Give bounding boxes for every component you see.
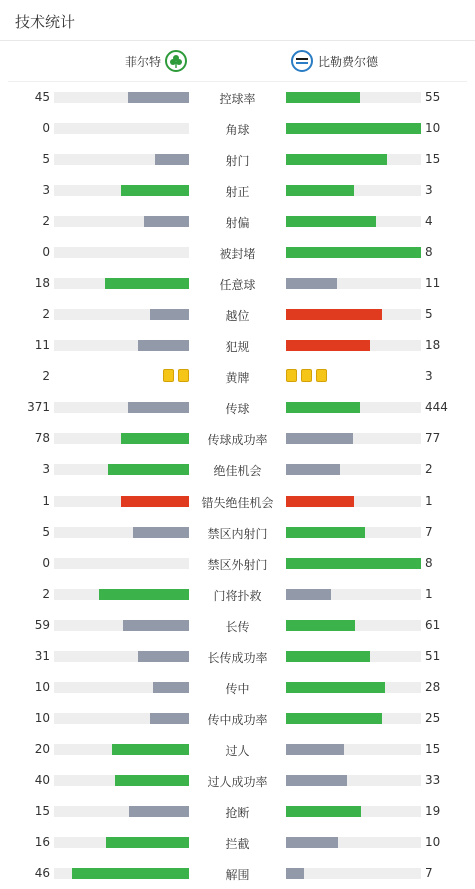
away-stat-bar-fill	[286, 278, 337, 289]
away-stat-bar-fill	[286, 682, 385, 693]
away-stat-value: 7	[425, 866, 433, 880]
stat-row	[0, 765, 475, 796]
stat-row	[0, 827, 475, 858]
away-stat-bar-fill	[286, 433, 353, 444]
home-stat-value: 20	[34, 741, 50, 756]
stat-label: 射正	[225, 185, 250, 200]
home-stat-bar	[54, 558, 189, 569]
stat-row	[0, 392, 475, 423]
away-stat-bar-fill	[286, 651, 370, 662]
home-stat-bar	[54, 464, 189, 475]
away-team-logo-icon	[291, 50, 313, 72]
home-stat-value: 0	[42, 245, 50, 260]
home-stat-value: 3	[42, 183, 50, 198]
away-stat-value: 7	[425, 524, 433, 539]
home-stat-bar-fill	[115, 775, 189, 786]
home-stat-bar-fill	[72, 868, 189, 879]
home-stat-bar	[54, 527, 189, 538]
home-stat-bar-fill	[155, 154, 189, 165]
home-stat-bar	[54, 744, 189, 755]
home-stat-value: 3	[42, 462, 50, 477]
stat-label: 传球	[225, 402, 250, 417]
home-stat-bar	[54, 309, 189, 320]
stat-label: 角球	[225, 123, 250, 138]
home-stat-bar	[54, 713, 189, 724]
away-stat-bar	[286, 278, 421, 289]
home-stat-bar	[54, 868, 189, 879]
away-stat-bar	[286, 402, 421, 413]
home-stat-value: 10	[34, 679, 50, 694]
away-stat-value: 61	[425, 617, 441, 632]
away-stat-bar-fill	[286, 216, 376, 227]
stat-label: 拦截	[225, 836, 250, 851]
away-stat-bar	[286, 806, 421, 817]
home-stat-value: 2	[42, 369, 50, 384]
stat-row	[0, 796, 475, 827]
stat-label: 射偏	[225, 216, 250, 231]
away-stat-value: 11	[425, 276, 441, 291]
home-stat-value: 5	[42, 524, 50, 539]
stat-row	[0, 486, 475, 517]
stat-label: 射门	[225, 154, 250, 169]
home-stat-bar-fill	[121, 496, 189, 507]
home-stat-value: 0	[42, 555, 50, 570]
yellow-card-icon	[316, 369, 327, 382]
stat-label: 传中成功率	[207, 712, 268, 727]
stat-row	[0, 361, 475, 392]
away-team[interactable]	[291, 50, 378, 72]
stat-label: 传中	[225, 681, 250, 696]
away-stat-bar-fill	[286, 340, 370, 351]
stat-row	[0, 237, 475, 268]
away-stat-value: 1	[425, 493, 433, 508]
away-stat-bar	[286, 92, 421, 103]
away-stat-value: 1	[425, 586, 433, 601]
away-stat-bar-fill	[286, 185, 354, 196]
home-stat-bar-fill	[112, 744, 189, 755]
stat-row	[0, 175, 475, 206]
away-stat-value: 3	[425, 183, 433, 198]
stat-row	[0, 144, 475, 175]
home-stat-value: 16	[34, 834, 50, 849]
away-stat-value: 8	[425, 245, 433, 260]
section-title: 技术统计	[15, 13, 76, 31]
section-header	[0, 0, 475, 41]
home-stat-value: 59	[34, 617, 50, 632]
stat-row	[0, 517, 475, 548]
away-stat-bar	[286, 620, 421, 631]
home-stat-value: 10	[34, 710, 50, 725]
away-stat-value: 33	[425, 772, 441, 787]
stat-row	[0, 268, 475, 299]
teams-row	[8, 41, 467, 82]
home-stat-value: 18	[34, 276, 50, 291]
stat-row	[0, 610, 475, 641]
stat-label: 控球率	[219, 92, 256, 106]
away-stat-value: 15	[425, 152, 441, 167]
away-stat-value: 8	[425, 555, 433, 570]
away-stat-bar-fill	[286, 620, 355, 631]
home-stat-value: 11	[34, 338, 50, 353]
home-stat-bar	[54, 216, 189, 227]
yellow-card-icon	[301, 369, 312, 382]
away-stat-bar	[286, 309, 421, 320]
home-stat-value: 2	[42, 214, 50, 229]
stat-row	[0, 330, 475, 361]
stat-label: 犯规	[225, 340, 250, 355]
stat-row	[0, 579, 475, 610]
home-stat-value: 2	[42, 586, 50, 601]
away-stat-bar-fill	[286, 464, 340, 475]
away-team-name: 比勒费尔德	[318, 54, 379, 69]
home-stat-value: 40	[34, 772, 50, 787]
home-stat-value: 46	[34, 866, 50, 880]
away-stat-bar-fill	[286, 744, 344, 755]
stat-row	[0, 454, 475, 485]
away-stat-value: 3	[425, 369, 433, 384]
home-stat-bar	[54, 433, 189, 444]
away-stat-value: 19	[425, 803, 441, 818]
away-stat-bar-fill	[286, 123, 421, 134]
home-stat-bar	[54, 92, 189, 103]
home-stat-value: 78	[34, 431, 50, 446]
away-stat-bar	[286, 527, 421, 538]
yellow-card-icon	[178, 369, 189, 382]
home-stat-bar	[54, 651, 189, 662]
home-stat-bar-fill	[99, 589, 189, 600]
home-stat-bar	[54, 682, 189, 693]
away-stat-bar	[286, 340, 421, 351]
stat-label: 禁区内射门	[207, 526, 268, 541]
away-stat-bar	[286, 123, 421, 134]
away-stat-bar	[286, 868, 421, 879]
home-stat-bar	[54, 185, 189, 196]
away-stat-bar	[286, 185, 421, 196]
away-stat-bar	[286, 558, 421, 569]
home-stat-value: 371	[27, 400, 50, 415]
home-stat-bar-fill	[121, 433, 189, 444]
stat-row	[0, 672, 475, 703]
away-stat-value: 10	[425, 834, 441, 849]
away-stat-bar	[286, 651, 421, 662]
stat-row	[0, 423, 475, 454]
home-stat-bar-fill	[121, 185, 189, 196]
home-stat-bar-fill	[153, 682, 189, 693]
home-stat-value: 45	[34, 90, 50, 104]
away-stat-value: 77	[425, 431, 441, 446]
home-stat-bar-fill	[138, 340, 189, 351]
stat-row	[0, 548, 475, 579]
stat-label: 越位	[225, 309, 250, 324]
home-stat-bar-fill	[123, 620, 189, 631]
away-stat-bar	[286, 154, 421, 165]
stat-row	[0, 734, 475, 765]
away-stat-bar-fill	[286, 868, 304, 879]
stat-label: 传球成功率	[207, 433, 268, 448]
away-stat-value: 51	[425, 648, 441, 663]
away-stat-bar	[286, 464, 421, 475]
home-stat-bar	[54, 278, 189, 289]
stat-row	[0, 641, 475, 672]
away-stat-value: 5	[425, 307, 433, 322]
away-stat-bar-fill	[286, 527, 365, 538]
home-stat-bar	[54, 154, 189, 165]
home-team[interactable]	[125, 50, 187, 72]
home-stat-bar	[54, 589, 189, 600]
stat-label: 抢断	[225, 805, 250, 820]
home-stat-bar-fill	[128, 92, 189, 103]
away-stat-value: 4	[425, 214, 433, 229]
home-stat-bar	[54, 837, 189, 848]
home-stat-bar	[54, 496, 189, 507]
stat-label: 黄牌	[225, 371, 250, 386]
home-stat-bar-fill	[133, 527, 189, 538]
away-stat-bar-fill	[286, 154, 387, 165]
away-stat-bar	[286, 247, 421, 258]
home-stat-bar	[54, 247, 189, 258]
stat-label: 被封堵	[219, 247, 256, 262]
home-stat-value: 15	[34, 803, 50, 818]
stat-label: 绝佳机会	[213, 464, 262, 479]
away-stat-value: 25	[425, 710, 441, 725]
home-stat-bar-fill	[128, 402, 189, 413]
away-stat-bar-fill	[286, 806, 361, 817]
stat-label: 长传成功率	[207, 650, 268, 665]
home-stat-bar	[54, 806, 189, 817]
away-stat-bar	[286, 682, 421, 693]
home-stat-bar	[54, 402, 189, 413]
away-stat-value: 55	[425, 90, 441, 104]
away-stat-bar-fill	[286, 558, 421, 569]
away-stat-bar-fill	[286, 92, 360, 103]
away-stat-bar	[286, 589, 421, 600]
home-stat-bar-fill	[106, 837, 189, 848]
home-stat-bar	[54, 340, 189, 351]
away-stat-value: 444	[425, 400, 448, 415]
away-stat-bar	[286, 837, 421, 848]
away-stat-value: 2	[425, 462, 433, 477]
stat-row	[0, 206, 475, 237]
away-stat-bar	[286, 775, 421, 786]
away-stat-bar-fill	[286, 309, 382, 320]
away-stat-bar-fill	[286, 837, 338, 848]
away-stat-value: 18	[425, 338, 441, 353]
home-stat-bar-fill	[138, 651, 189, 662]
stat-label: 错失绝佳机会	[201, 495, 274, 510]
away-stat-value: 28	[425, 679, 441, 694]
home-stat-bar	[54, 775, 189, 786]
home-stat-value: 1	[42, 493, 50, 508]
home-team-name: 菲尔特	[125, 54, 162, 69]
away-stat-bar	[286, 496, 421, 507]
home-stat-bar-fill	[108, 464, 189, 475]
home-stat-bar	[54, 123, 189, 134]
home-stat-value: 5	[42, 152, 50, 167]
away-stat-value: 15	[425, 741, 441, 756]
stat-label: 禁区外射门	[207, 557, 268, 572]
stat-label: 过人	[225, 743, 250, 758]
yellow-card-icon	[163, 369, 174, 382]
home-stat-bar-fill	[105, 278, 189, 289]
yellow-card-icon	[286, 369, 297, 382]
away-stat-value: 10	[425, 121, 441, 136]
away-stat-bar-fill	[286, 589, 331, 600]
stat-row	[0, 299, 475, 330]
away-stat-bar	[286, 713, 421, 724]
stat-label: 门将扑救	[213, 588, 262, 603]
away-stat-bar-fill	[286, 402, 360, 413]
away-stat-bar	[286, 433, 421, 444]
away-stat-bar	[286, 216, 421, 227]
home-stat-bar-fill	[129, 806, 189, 817]
stat-label: 解围	[225, 868, 250, 882]
away-stat-bar-fill	[286, 247, 421, 258]
home-team-logo-icon	[165, 50, 187, 72]
home-stat-bar	[54, 620, 189, 631]
away-stat-bar-fill	[286, 496, 354, 507]
away-stat-bar-fill	[286, 775, 347, 786]
stat-label: 任意球	[219, 278, 256, 293]
home-stat-value: 31	[34, 648, 50, 663]
home-stat-value: 2	[42, 307, 50, 322]
stat-row	[0, 113, 475, 144]
stat-label: 过人成功率	[207, 774, 268, 789]
away-stat-bar	[286, 744, 421, 755]
stat-row	[0, 82, 475, 113]
home-stat-bar-fill	[150, 309, 189, 320]
stat-row	[0, 858, 475, 889]
stat-row	[0, 703, 475, 734]
home-stat-bar-fill	[144, 216, 189, 227]
stat-label: 长传	[225, 619, 250, 634]
home-stat-bar-fill	[150, 713, 189, 724]
away-stat-bar-fill	[286, 713, 382, 724]
home-stat-value: 0	[42, 121, 50, 136]
